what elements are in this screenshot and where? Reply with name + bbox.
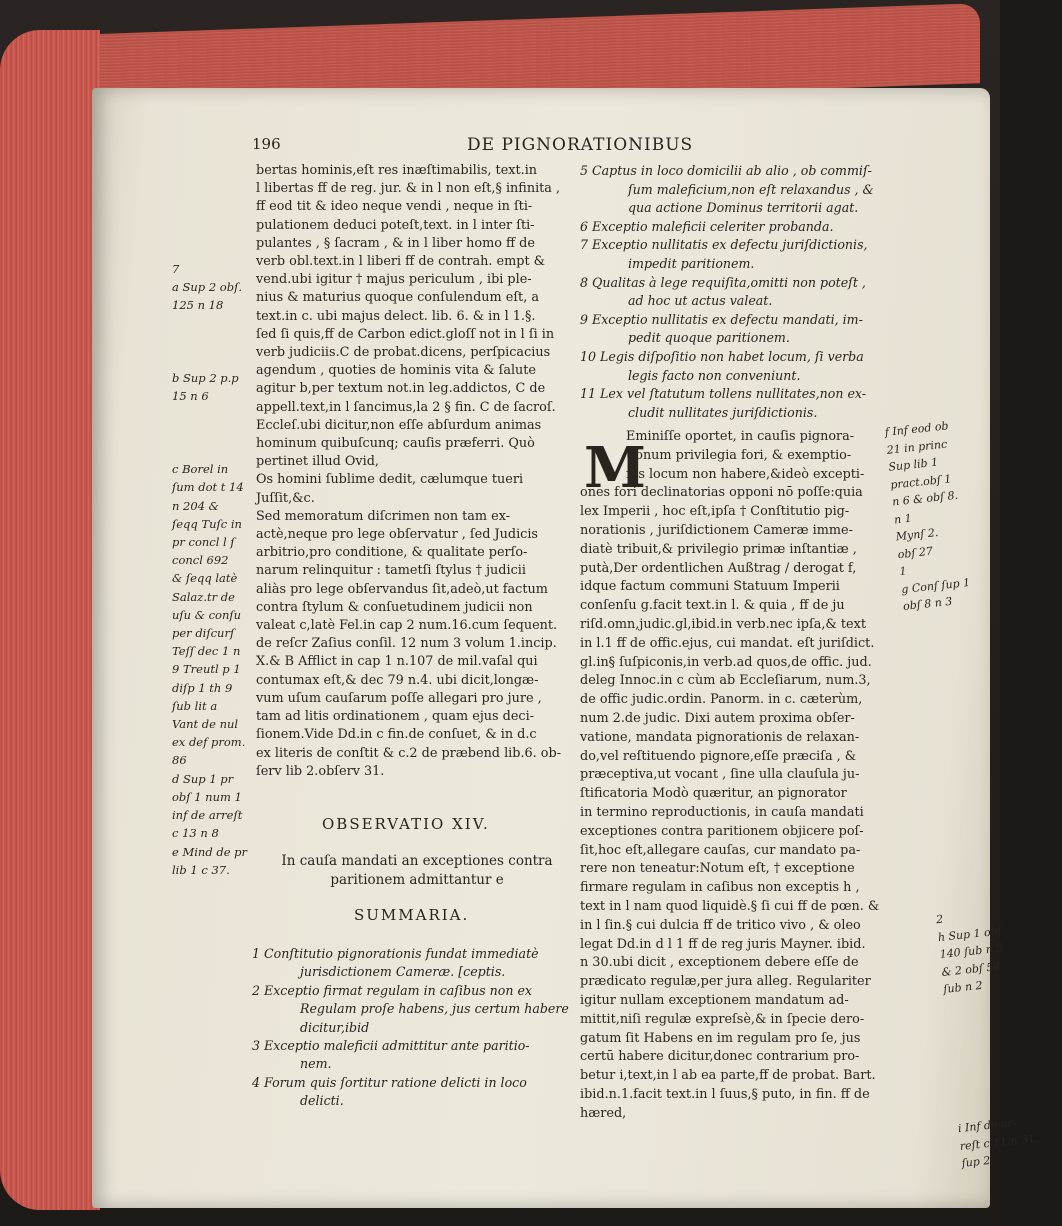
margin-note: Salaz.tr de — [172, 589, 235, 604]
summary-item: Regulam proſe habens, jus certum habere — [300, 1001, 569, 1017]
margin-note: inf de arreſt — [172, 808, 243, 823]
margin-note — [172, 406, 254, 424]
margin-note — [172, 442, 254, 460]
text-line: arbitrio,pro conditione, & qualitate perſo- — [256, 545, 528, 561]
summary-item: dicitur,ibid — [300, 1019, 370, 1035]
text-line: Eminiſſe oportet, in cauſis pignora- — [626, 429, 855, 444]
margin-note — [172, 333, 254, 351]
margin-note: Teſſ dec 1 n — [172, 644, 241, 659]
text-line: tionum privilegia fori, & exemptio- — [626, 447, 852, 463]
summary-item: jurisdictionem Cameræ. [ceptis. — [300, 964, 506, 980]
summary-item: ad hoc ut actus valeat. — [628, 293, 773, 309]
margin-note — [172, 424, 254, 442]
right-column-body — [580, 428, 880, 1123]
text-line: norationis , juriſdictionem Cameræ imme- — [580, 522, 853, 538]
text-line: contumax eſt,& dec 79 n.4. ubi dicit,longæ- — [256, 672, 539, 688]
margin-note: d Sup 1 pr — [172, 771, 234, 786]
margin-note: Mynſ 2. — [895, 525, 939, 544]
margin-note: lib 1 c 37. — [172, 862, 230, 877]
text-line: certū habere dicitur,donec contrarium pro- — [580, 1049, 860, 1065]
text-line: pulationem deduci poteſt,text. in l inter ſti- — [256, 217, 535, 233]
book-page-edges — [0, 30, 100, 1210]
text-line: firmare regulam in caſibus non exceptis h , — [580, 880, 860, 896]
margin-note: i Inf de ar- — [957, 1116, 1018, 1136]
summary-item: impedit paritionem. — [628, 255, 755, 271]
margin-note: uſu & conſu — [172, 607, 242, 622]
margin-note: e Mind de pr — [172, 844, 248, 859]
text-line: verb obl.text.in l liberi ff de contrah. empt & — [256, 254, 546, 270]
margin-note: & 2 obſ 54 — [940, 959, 1001, 979]
summary-item: 4 Forum quis ſortitur ratione delicti in loco — [252, 1074, 527, 1090]
text-line: ex literis de conſtit & c.2 de præbend lib.6. ob- — [256, 745, 562, 761]
text-line: gatum ſit Habens en im regulam pro ſe, jus — [580, 1030, 861, 1046]
text-line: agitur b,per textum not.in leg.addictos, C de — [256, 381, 546, 397]
book-page — [92, 88, 1040, 1208]
text-line: text.in c. ubi majus delect. lib. 6. & in l 1.§. — [256, 308, 536, 324]
text-line: contra ſtylum & conſuetudinem judicii non — [256, 599, 533, 615]
text-line: gl.in§ ſuſpiconis,in verb.ad quos,de offic. jud. — [580, 654, 872, 670]
text-line: igitur nullam exceptionem mandatum ad- — [580, 992, 849, 1008]
margin-note: 140 ſub n 5 — [939, 941, 1004, 962]
left-margin-notes — [172, 260, 254, 879]
margin-note: concl 692 — [172, 553, 229, 568]
text-line: ſed ſi quis,ff de Carbon edict.gloſſ not in l ſi in — [256, 326, 555, 342]
running-head: DE PIGNORATIONIBUS — [467, 135, 694, 155]
margin-note: Sup lib 1 — [887, 455, 939, 474]
text-line: de reſcr Zaſius conſil. 12 num 3 volum 1.incip. — [256, 636, 557, 652]
margin-note: obſ 8 n 3 — [902, 594, 953, 613]
summary-item: 7 Exceptio nullitatis ex defectu juriſdictionis, — [580, 237, 868, 253]
text-line: in termino reproductionis, in cauſa mandati — [580, 804, 864, 820]
summary-item: 6 Exceptio maleficii celeriter probanda. — [580, 218, 834, 234]
text-line: ſionem.Vide Dd.in c fin.de conſuet, & in d.c — [256, 727, 537, 743]
margin-note: 7 — [172, 262, 180, 276]
text-line: text in l nam quod liquidè.§ ſi cui ff de pœn. & — [580, 898, 880, 914]
margin-note: obſ 1 num 1 — [172, 789, 242, 804]
margin-note: ſup 2 — [961, 1153, 991, 1170]
drop-cap: M — [584, 435, 646, 501]
summary-item: 10 Legis diſpoſitio non habet locum, ſi verba — [580, 348, 864, 364]
text-line: ibid.n.1.facit text.in l ſuus,§ puto, in fin. ff de — [580, 1086, 870, 1102]
text-line: lex Imperii , hoc eſt,ipſa † Conſtitutio pig- — [580, 504, 850, 520]
text-line: Sed memoratum diſcrimen non tam ex- — [256, 508, 511, 524]
margin-note: ſeqq Tuſc in — [172, 516, 242, 531]
right-margin-notes — [884, 414, 1062, 1173]
margin-note: n 204 & — [172, 498, 219, 513]
summary-item: cludit nullitates juriſdictionis. — [628, 404, 818, 420]
text-line: aliàs pro lege obſervandus ſit,adeò,ut factum — [256, 581, 548, 597]
margin-note: 21 in princ — [886, 437, 948, 457]
margin-note: reſt c 11.n 31. — [959, 1131, 1040, 1153]
margin-note: pr concl l ſ — [172, 535, 235, 550]
text-line: pertinet illud Ovid, — [256, 454, 379, 470]
margin-note: ſum dot t 14 — [172, 480, 244, 495]
margin-note: 15 n 6 — [172, 389, 209, 404]
margin-note: c 13 n 8 — [172, 826, 219, 841]
text-line: narum relinquitur : tametſi ſtylus † judicii — [256, 563, 526, 579]
text-line: riſd.omn,judic.gl,ibid.in verb.nec ipſa,& text — [580, 616, 866, 632]
text-line: nis locum non habere,&ideò excepti- — [626, 466, 865, 482]
margin-note: 9 Treutl p 1 — [172, 662, 241, 677]
text-line: ſtificatoria Modò quæritur, an pignorator — [580, 786, 847, 802]
margin-note: 86 — [172, 753, 187, 768]
margin-note — [172, 351, 254, 369]
text-line: Juſſit,&c. — [256, 490, 315, 506]
text-line: actè,neque pro lege obſervatur , ſed Judicis — [256, 527, 538, 543]
text-line: tam ad litis ordinationem , quam ejus deci- — [256, 709, 535, 725]
text-line: betur i,text,in l ab ea parte,ff de probat. Bart. — [580, 1068, 876, 1084]
text-line: appell.text,in l ſancimus,la 2 § fin. C de ſacroſ. — [256, 399, 556, 415]
text-line: l libertas ff de reg. jur. & in l non eſt,§ infinita , — [256, 181, 561, 197]
text-line: diatè tribuit,& privilegio primæ inſtantiæ , — [580, 541, 857, 557]
margin-note: f Inf eod ob — [884, 419, 950, 439]
text-line: de offic judic.ordin. Panorm. in c. cæterùm, — [580, 692, 863, 708]
text-line: ff eod tit & ideo neque vendi , neque in ſti- — [256, 199, 533, 215]
text-line: nius & maturius quoque conſulendum eſt, a — [256, 290, 539, 306]
summary-item: ſum maleficium,non eſt relaxandus , & — [628, 181, 874, 197]
margin-note — [172, 315, 254, 333]
text-line: n 30.ubi dicit , exceptionem debere eſſe de — [580, 955, 859, 971]
margin-note: a Sup 2 obſ. — [172, 280, 242, 295]
margin-note: c Borel in — [172, 462, 229, 477]
text-line: exceptiones contra paritionem objicere poſ- — [580, 823, 864, 839]
summaria-heading: SUMMARIA. — [354, 906, 470, 924]
text-line: prædicato regulæ,per jura alleg. Regulariter — [580, 974, 871, 990]
margin-note: n 6 & obſ 8. — [891, 488, 959, 509]
summaria-right-list — [580, 162, 890, 422]
text-line: num 2.de judic. Dixi autem proxima obſer- — [580, 710, 855, 726]
margin-note: & ſeqq latè — [172, 571, 238, 586]
summary-item: 8 Qualitas à lege requiſita,omitti non poteſt , — [580, 274, 866, 290]
margin-note: ex def prom. — [172, 735, 246, 750]
summary-item: 11 Lex vel ſtatutum tollens nullitates,non ex- — [580, 386, 867, 402]
text-line: putà,Der ordentlichen Außtrag / derogat f, — [580, 560, 857, 576]
text-line: mittit,niſi regulæ expreſsè,& in ſpecie dero- — [580, 1011, 865, 1027]
left-column-text — [256, 162, 576, 781]
text-line: vend.ubi igitur † majus periculum , ibi ple- — [256, 272, 532, 288]
text-line: ſerv lib 2.obſerv 31. — [256, 763, 385, 779]
text-line: valeat c,latè Fel.in cap 2 num.16.cum ſequent. — [256, 618, 558, 634]
summary-item: 5 Captus in loco domicilii ab alio , ob commiſ- — [580, 163, 872, 178]
summaria-left-list — [252, 945, 572, 1111]
summary-item: 3 Exceptio maleficii admittitur ante paritio- — [252, 1038, 530, 1054]
text-line: ſit,hoc eſt,allegare cauſas, cur mandato pa- — [580, 842, 861, 858]
text-line: deleg Innoc.in c cùm ab Eccleſiarum, num.3, — [580, 673, 871, 689]
margin-note: 125 n 18 — [172, 298, 224, 313]
text-line: hominum quibuſcunq; cauſis præferri. Quò — [256, 436, 535, 452]
text-line: vatione, mandata pignorationis de relaxan- — [580, 729, 860, 745]
margin-note: g Conſ ſup 1 — [900, 575, 971, 596]
summary-item: 9 Exceptio nullitatis ex defectu mandati, im- — [580, 311, 863, 327]
margin-note: per diſcurſ — [172, 626, 235, 641]
margin-note: h Sup 1 obſ — [937, 924, 1003, 944]
summary-item: delicti. — [300, 1093, 344, 1109]
text-line: Os homini ſublime dedit, cælumque tueri — [256, 472, 524, 488]
summary-item: 2 Exceptio firmat regulam in caſibus non ex — [252, 982, 533, 998]
text-line: ones fori declinatorias opponi nō poſſe:quia — [580, 485, 863, 501]
text-line: pulantes , § ſacram , & in l liber homo ff de — [256, 235, 535, 251]
text-line: rere non teneatur:Notum eſt, † exceptione — [580, 861, 855, 877]
text-line: legat Dd.in d l 1 ff de reg juris Mayner. ibid. — [580, 936, 866, 952]
page-number: 196 — [252, 135, 281, 153]
text-line: præceptiva,ut vocant , ſine ulla clauſula ju- — [580, 767, 860, 783]
margin-note: pract.obſ 1 — [889, 471, 952, 492]
margin-note: ſub lit a — [172, 698, 218, 713]
summary-item: 1 Conſtitutio pignorationis fundat immediatè — [252, 946, 539, 961]
text-line: bertas hominis,eſt res inæſtimabilis, text.in — [256, 163, 538, 178]
summary-item: nem. — [300, 1056, 332, 1072]
text-line: agendum , quoties de hominis vita & ſalute — [256, 363, 537, 379]
summary-item: qua actione Dominus territorii agat. — [628, 200, 859, 216]
margin-note: 1 — [898, 564, 908, 579]
text-line: verb judiciis.C de probat.dicens, perſpicacius — [256, 345, 551, 361]
summary-item: legis facto non conveniunt. — [628, 367, 801, 383]
summary-item: pedit quoque paritionem. — [628, 330, 790, 346]
text-line: Eccleſ.ubi dicitur,non eſſe abſurdum animas — [256, 417, 542, 433]
text-line: idque factum communi Statuum Imperii — [580, 579, 840, 595]
text-line: X.& B Afflict in cap 1 n.107 de mil.vaſal qui — [256, 654, 538, 670]
margin-note: diſp 1 th 9 — [172, 680, 233, 695]
margin-note: b Sup 2 p.p — [172, 371, 239, 386]
observatio-heading: OBSERVATIO XIV. — [322, 815, 490, 833]
text-line: do,vel reſtituendo pignore,eſſe præciſa , & — [580, 748, 857, 764]
margin-note: obſ 27 — [897, 544, 934, 561]
observatio-title: In cauſa mandati an exceptiones contra paritionem admittantur e — [281, 853, 553, 888]
margin-note: ſub n 2 — [942, 978, 984, 996]
margin-note: 2 — [935, 912, 944, 927]
text-line: conſenſu g.facit text.in l. & quia , ff de ju — [580, 598, 845, 614]
text-line: in l.1 ff de offic.ejus, cui mandat. eſt juriſdict. — [580, 635, 875, 651]
margin-note: n 1 — [893, 511, 913, 526]
margin-note: Vant de nul — [172, 717, 239, 732]
text-line: vum uſum cauſarum poſſe allegari pro jure , — [256, 690, 542, 706]
text-line: hæred, — [580, 1105, 627, 1121]
text-line: in l ſin.§ cui dulcia ff de tritico vivo , & oleo — [580, 917, 861, 933]
